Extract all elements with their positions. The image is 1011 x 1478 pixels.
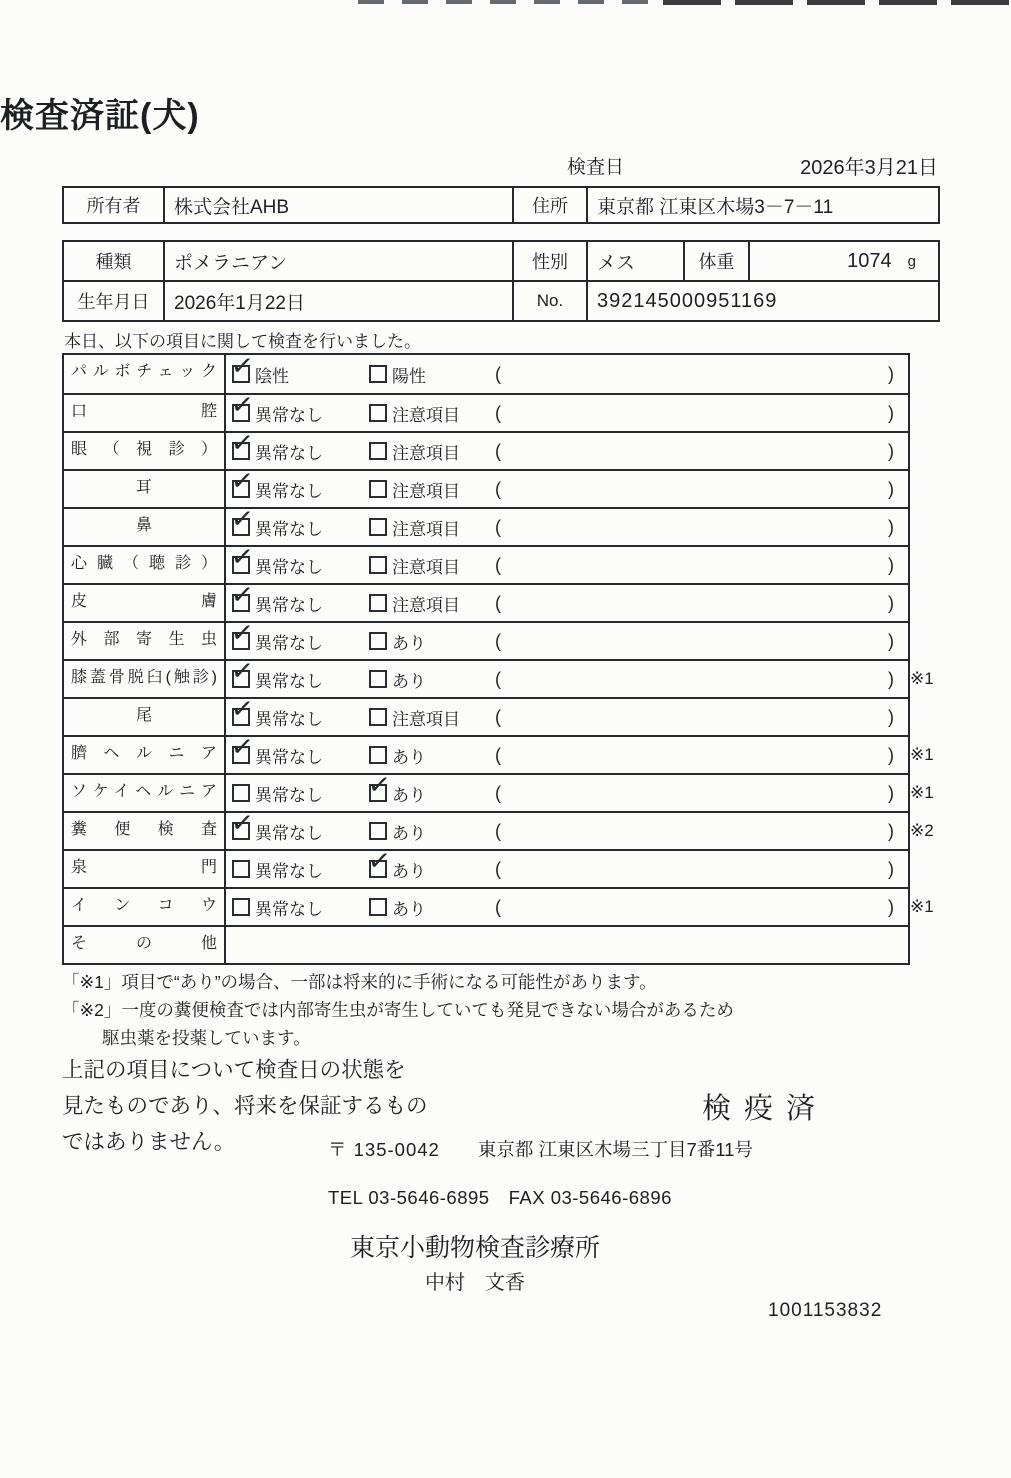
remark-paren-close: ) <box>888 668 894 689</box>
row-label: 膝蓋骨脱臼(触診) <box>64 661 226 697</box>
checkbox-caution[interactable] <box>369 518 387 536</box>
remark-paren-open: ( <box>495 820 501 841</box>
row-label: 眼（視診） <box>64 433 226 469</box>
remark-paren-open: ( <box>495 782 501 803</box>
checkbox-caution[interactable] <box>369 404 387 422</box>
remark-paren-close: ) <box>888 858 894 879</box>
checkmark: ✓ <box>229 730 256 763</box>
checkbox-normal[interactable] <box>229 464 256 498</box>
checkbox-normal[interactable] <box>232 898 250 916</box>
checkbox-present[interactable] <box>366 768 393 802</box>
row-note: ※1 <box>910 745 934 764</box>
checkmark: ✓ <box>229 692 256 725</box>
serial-number: 1001153832 <box>768 1300 883 1321</box>
row-label: 口腔 <box>64 395 226 431</box>
exam-row-heart <box>64 540 908 583</box>
remark-paren-open: ( <box>495 402 501 423</box>
remark-paren-open: ( <box>495 896 501 917</box>
clinic-name: 東京小動物検査診療所 <box>349 1234 600 1262</box>
disclaimer-line: ではありません。 <box>62 1130 236 1154</box>
checkmark: ✓ <box>229 578 256 611</box>
remark-paren-close: ) <box>888 363 894 384</box>
checkmark: ✓ <box>229 464 256 497</box>
checkbox-present[interactable] <box>369 632 387 650</box>
checkbox-present[interactable] <box>369 898 387 916</box>
remark-paren-open: ( <box>495 858 501 879</box>
checkmark <box>368 352 394 355</box>
disclaimer-line: 上記の項目について検査日の状態を <box>62 1058 406 1082</box>
checkbox-present[interactable] <box>369 746 387 764</box>
row-note: ※1 <box>910 669 934 688</box>
remark-paren-close: ) <box>888 896 894 917</box>
postal-code: 〒 135-0042 <box>328 1139 440 1160</box>
exam-row-eyes <box>64 426 908 469</box>
option-label: 異常なし <box>255 557 323 577</box>
row-label: ソケイヘルニア <box>64 775 226 811</box>
exam-row-fontanelle <box>64 844 908 887</box>
exam-row-umbilical-hernia <box>64 730 934 773</box>
footnotes <box>62 968 734 1052</box>
clinic-address: 東京都 江東区木場三丁目7番11号 <box>477 1139 753 1160</box>
scan-artifact <box>663 0 1011 5</box>
remark-paren-close: ) <box>888 592 894 613</box>
option-label: 異常なし <box>255 899 323 919</box>
option-label: あり <box>392 785 426 805</box>
exam-row-oral <box>64 388 908 431</box>
option-label: あり <box>392 899 426 919</box>
checkbox-normal[interactable] <box>229 578 256 612</box>
checkbox-positive[interactable] <box>369 365 387 383</box>
row-label: 鼻 <box>64 509 226 545</box>
scan-artifact <box>358 0 663 4</box>
option-label: 異常なし <box>255 823 323 843</box>
row-label: 外部寄生虫 <box>64 623 226 659</box>
birthdate-label: 生年月日 <box>77 292 150 312</box>
exam-row-inkou <box>64 887 934 925</box>
row-label: パルボチェック <box>64 355 226 393</box>
footnote-2-continued: 駆虫薬を投薬しています。 <box>102 1028 311 1048</box>
veterinarian-name: 中村 文香 <box>425 1272 525 1294</box>
checkbox-caution[interactable] <box>369 556 387 574</box>
remark-paren-open: ( <box>495 744 501 765</box>
option-label: 異常なし <box>255 405 323 425</box>
option-label: 注意項目 <box>392 519 460 539</box>
owner-value: 株式会社AHB <box>163 188 512 222</box>
footnote-2: 「※2」一度の糞便検査では内部寄生虫が寄生していても発見できない場合があるため <box>62 1000 734 1020</box>
option-label: 陰性 <box>255 366 289 386</box>
footnote-1: 「※1」項目で“あり”の場合、一部は将来的に手術になる可能性があります。 <box>62 972 657 992</box>
checkbox-normal[interactable] <box>229 388 256 422</box>
remark-paren-close: ) <box>888 478 894 499</box>
row-label: 尾 <box>64 699 226 735</box>
weight-label: 体重 <box>683 242 748 280</box>
checkbox-normal[interactable] <box>229 654 256 688</box>
checkmark: ✓ <box>229 426 256 459</box>
checkmark: ✓ <box>229 806 256 839</box>
row-note: ※2 <box>910 821 934 840</box>
checkbox-negative[interactable] <box>229 349 256 383</box>
clinic-tel-fax: TEL 03-5646-6895 FAX 03-5646-6896 <box>328 1187 672 1208</box>
exam-row-skin <box>64 578 908 621</box>
remark-paren-close: ) <box>888 820 894 841</box>
option-label: 注意項目 <box>392 709 460 729</box>
checkmark: ✓ <box>229 654 256 687</box>
disclaimer-line: 見たものであり、将来を保証するもの <box>62 1094 428 1118</box>
remark-paren-open: ( <box>495 668 501 689</box>
exam-row-parvo <box>64 349 908 393</box>
option-label: あり <box>392 861 426 881</box>
option-label: 異常なし <box>255 709 323 729</box>
inspection-date-line <box>62 152 940 178</box>
address-value: 東京都 江東区木場3－7－11 <box>586 188 938 222</box>
row-label: 泉門 <box>64 851 226 887</box>
inspection-date-value: 2026年3月21日 <box>800 156 938 179</box>
option-label: 異常なし <box>255 481 323 501</box>
row-label: 皮膚 <box>64 585 226 621</box>
option-label: あり <box>392 823 426 843</box>
checkbox-caution[interactable] <box>369 708 387 726</box>
address-label: 住所 <box>512 188 586 222</box>
checkbox-normal[interactable] <box>229 730 256 764</box>
checkmark: ✓ <box>229 502 256 535</box>
option-label: 陽性 <box>392 366 426 386</box>
option-label: あり <box>392 747 426 767</box>
remark-paren-close: ) <box>888 706 894 727</box>
row-label: その他 <box>64 927 226 963</box>
checkmark: ✓ <box>366 768 393 801</box>
remark-paren-open: ( <box>495 706 501 727</box>
row-label: インコウ <box>64 889 226 925</box>
row-note: ※1 <box>910 897 934 916</box>
exam-row-nose <box>64 502 908 545</box>
exam-row-other <box>64 925 908 963</box>
checkbox-normal[interactable] <box>229 426 256 460</box>
option-label: 注意項目 <box>392 481 460 501</box>
sex-value: メス <box>586 242 683 280</box>
checkbox-caution[interactable] <box>369 480 387 498</box>
exam-row-patella <box>64 654 934 697</box>
checkmark: ✓ <box>229 349 256 382</box>
pet-table <box>62 240 940 322</box>
option-label: 注意項目 <box>392 405 460 425</box>
remark-paren-open: ( <box>495 478 501 499</box>
remark-paren-close: ) <box>888 402 894 423</box>
exam-row-ectoparasites <box>64 616 908 659</box>
row-label: 臍ヘルニア <box>64 737 226 773</box>
remark-paren-open: ( <box>495 592 501 613</box>
exam-row-ears <box>64 464 908 507</box>
checkbox-normal[interactable] <box>232 860 250 878</box>
option-label: あり <box>392 633 426 653</box>
checkmark: ✓ <box>366 844 393 877</box>
inspection-date-label: 検査日 <box>567 156 625 178</box>
remark-paren-close: ) <box>888 440 894 461</box>
exam-table <box>62 349 934 965</box>
exam-statement: 本日、以下の項目に関して検査を行いました。 <box>64 332 421 351</box>
option-label: 異常なし <box>255 595 323 615</box>
option-label: 異常なし <box>255 519 323 539</box>
option-label: 異常なし <box>255 861 323 881</box>
remark-paren-open: ( <box>495 363 501 384</box>
remark-paren-open: ( <box>495 516 501 537</box>
checkbox-present[interactable] <box>369 670 387 688</box>
number-value: 392145000951169 <box>586 282 938 320</box>
checkmark: ✓ <box>229 388 256 421</box>
option-label: 異常なし <box>255 785 323 805</box>
weight-value: 1074 <box>847 249 892 272</box>
checkbox-caution[interactable] <box>369 594 387 612</box>
checkbox-normal[interactable] <box>232 784 250 802</box>
remark-paren-open: ( <box>495 554 501 575</box>
checkbox-normal[interactable] <box>229 540 256 574</box>
owner-label: 所有者 <box>86 196 141 216</box>
weight-cell <box>748 242 928 280</box>
option-label: 異常なし <box>255 747 323 767</box>
option-label: 注意項目 <box>392 557 460 577</box>
owner-table <box>62 186 940 224</box>
option-label: 注意項目 <box>392 443 460 463</box>
option-label: 異常なし <box>255 443 323 463</box>
breed-label: 種類 <box>95 252 132 272</box>
remark-paren-close: ) <box>888 516 894 537</box>
remark-paren-open: ( <box>495 630 501 651</box>
quarantine-stamp: 検疫済 <box>702 1093 829 1125</box>
sex-label: 性別 <box>512 242 586 280</box>
exam-row-fecal <box>64 806 934 849</box>
row-label: 糞便検査 <box>64 813 226 849</box>
breed-value: ポメラニアン <box>163 242 512 280</box>
clinic-postal-line <box>328 1136 753 1162</box>
checkbox-present[interactable] <box>369 822 387 840</box>
option-label: あり <box>392 671 426 691</box>
row-note: ※1 <box>910 783 934 802</box>
row-label: 耳 <box>64 471 226 507</box>
other-empty-cell <box>226 927 908 963</box>
weight-unit: g <box>907 252 916 270</box>
checkmark: ✓ <box>229 540 256 573</box>
exam-row-tail <box>64 692 908 735</box>
exam-row-inguinal-hernia <box>64 768 934 811</box>
option-label: 異常なし <box>255 633 323 653</box>
remark-paren-close: ) <box>888 554 894 575</box>
checkbox-normal[interactable] <box>229 502 256 536</box>
remark-paren-close: ) <box>888 744 894 765</box>
checkbox-normal[interactable] <box>229 806 256 840</box>
checkbox-present[interactable] <box>366 844 393 878</box>
remark-paren-close: ) <box>888 630 894 651</box>
checkbox-normal[interactable] <box>229 692 256 726</box>
birthdate-value: 2026年1月22日 <box>163 282 512 320</box>
option-label: 異常なし <box>255 671 323 691</box>
remark-paren-close: ) <box>888 782 894 803</box>
checkbox-caution[interactable] <box>369 442 387 460</box>
row-label: 心臓（聴診） <box>64 547 226 583</box>
remark-paren-open: ( <box>495 440 501 461</box>
page-title: 検査済証(犬) <box>0 97 200 135</box>
option-label: 注意項目 <box>392 595 460 615</box>
number-label: No. <box>512 282 586 320</box>
checkmark: ✓ <box>229 616 256 649</box>
checkbox-normal[interactable] <box>229 616 256 650</box>
